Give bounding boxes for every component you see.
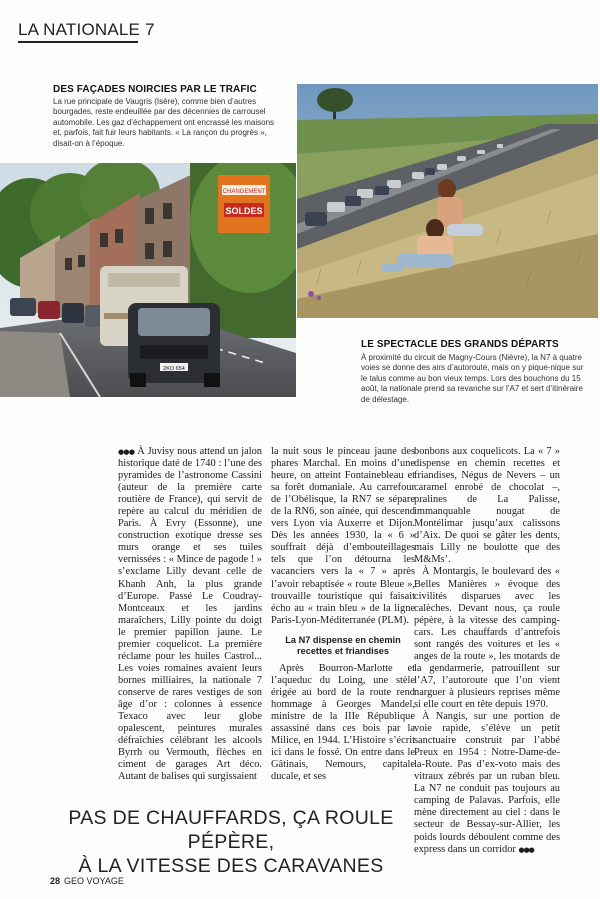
highway-illustration	[297, 84, 598, 318]
billboard-text: CHANGEMENT	[222, 189, 266, 195]
page-footer	[50, 876, 124, 886]
paragraph: À Montargis, le boulevard des « Belles Manières » évoque des civilités disparues avec les calèches. Devant nous, ça roule pépère, à la vitesse des camping-cars. Les chauffards d’antrefois sont rangés des voitures et les « anges de la route », les motards de la gendarmerie, patrouillent sur l’A7, l’autoroute que l’on vient narguer à plusieurs reprises même si elle court en tête depuis 1970.	[414, 566, 560, 710]
caption-title: LE SPECTACLE DES GRANDS DÉPARTS	[361, 339, 559, 350]
paragraph: Après Bourron-Marlotte et l’aqueduc du Loing, une stèle érigée au bord de la route rend hommage à Georges Mandel, ministre de la IIIe République assassiné dans ces bois par la Milice, en 1944. L’Histoire s’écrit ici dans le fossé. On entre dans le Gâtinais, Nemours, capitale ducale, et ses	[271, 662, 415, 783]
magazine-name: GEO VOYAGE	[64, 876, 124, 886]
subheading: La N7 dispense en chemin recettes et friandises	[285, 634, 401, 656]
caption-title: DES FAÇADES NOIRCIES PAR LE TRAFIC	[53, 84, 257, 95]
paragraph-text: À Nangis, sur une portion de voie rapide, s’élève un petit sanctuaire construit par l’abbé Preux en 1954 : Notre-Dame-de-la-Route. Pas d’ex-voto mais des vitraux zébrés par un ruban bleu. La N7 ne conduit pas toujours au camping de Palavas. Parfois, elle mène directement au ciel : dans le secteur de Bessay-sur-Allier, les poids lourds déboulent comme des express dans un corridor	[414, 711, 560, 855]
pull-quote-line: PAS DE CHAUFFARDS, ÇA ROULE PÉPÈRE,	[68, 807, 394, 853]
paragraph-text: À Juvisy nous attend un jalon historique daté de 1740 : l’une des pyramides de l’astronome Cassini (auteur de la première carte routière de France), qui servit de repère au calcul du méridien de Paris. À Evry (Essonne), une construction exotique dresse ses murs orange et ses tuiles vernissées : « Mince de pagode ! » s’exclame Lilly devant celle de Khanh Anh, la plus grande d’Europe. Passé Le Coudray-Montceaux et les jardins maraîchers, Lilly pointe du doigt le premier papillon jaune. Le premier coquelicot. La première réclame pour les huiles Castrol... Les voies romaines avaient leurs bornes milliaires, la nationale 7 conserve de rares vestiges de son âge d’or : colonnes à essence Texaco avec leur globe opalescent, peintures murales défraîchies célébrant les alcools Byrrh ou Vermouth, flèches en ciment de garages Art déco. Autant de balises qui surgissaient	[118, 446, 262, 783]
page-number: 28	[50, 876, 61, 886]
paragraph	[414, 711, 560, 856]
article-column-3	[414, 446, 560, 856]
article-column-1	[118, 446, 262, 783]
lead-dots: ●●●	[118, 448, 135, 456]
caption-body: À proximité du circuit de Magny-Cours (Nièvre), la N7 à quatre voies se donne des airs d’autoroute, mais on y pique-nique sur le talus comme au bon vieux temps. Lors des bouchons du 15 août, la nationale prend sa revanche sur l’A7 et sert d’itinéraire de délestage.	[361, 353, 584, 404]
street-illustration	[0, 163, 296, 397]
end-dots: ●●●	[518, 845, 534, 854]
photo-street-vaugris	[0, 163, 296, 397]
paragraph	[118, 446, 262, 783]
billboard-soldes: SOLDES	[225, 206, 263, 216]
section-title: LA NATIONALE 7	[18, 20, 155, 39]
paragraph: la nuit sous le pinceau jaune des phares Marchal. En moins d’une heure, on atteint Fontainebleau et sa forêt domaniale. Au carrefour de l’Obélisque, la RN7 se sépare de la RN6, son aînée, qui descend vers Lyon via Auxerre et Dijon. Dès les années 1930, la « 6 » souffrait déjà d’embouteillages tels que l’on détourna les vacanciers vers la « 7 » après l’avoir rebaptisée « route Bleue », trouvaille touristique qui faisait écho au « train bleu » de la ligne Paris-Lyon-Méditerranée (PLM).	[271, 446, 415, 626]
pull-quote-line: À LA VITESSE DES CARAVANES	[78, 855, 384, 877]
pull-quote	[66, 806, 396, 878]
caption-grands-departs	[361, 339, 591, 405]
photo-highway-picnic	[297, 84, 598, 318]
article-column-2	[271, 446, 415, 783]
caption-facades	[53, 84, 283, 149]
license-plate: 2KO 654	[163, 366, 185, 372]
paragraph: bonbons aux coquelicots. La « 7 » dispense en chemin recettes et friandises, Négus de Nevers – un caramel enrobé de chocolat –, pralines de La Palisse, immanquable nougat de Montélimar jusqu’aux calissons d’Aix. De quoi se gâter les dents, mais Lilly ne boulotte que des M&Ms’.	[414, 446, 560, 566]
caption-body: La rue principale de Vaugris (Isère), comme bien d’autres bourgades, reste endeuillée par des décennies de carrousel automobile. Les gaz d’échappement ont encrassé les maisons et, parfois, fait fuir leurs habitants. « La rançon du progrès », disait-on à l’époque.	[53, 97, 275, 148]
section-title-rule	[18, 41, 138, 43]
